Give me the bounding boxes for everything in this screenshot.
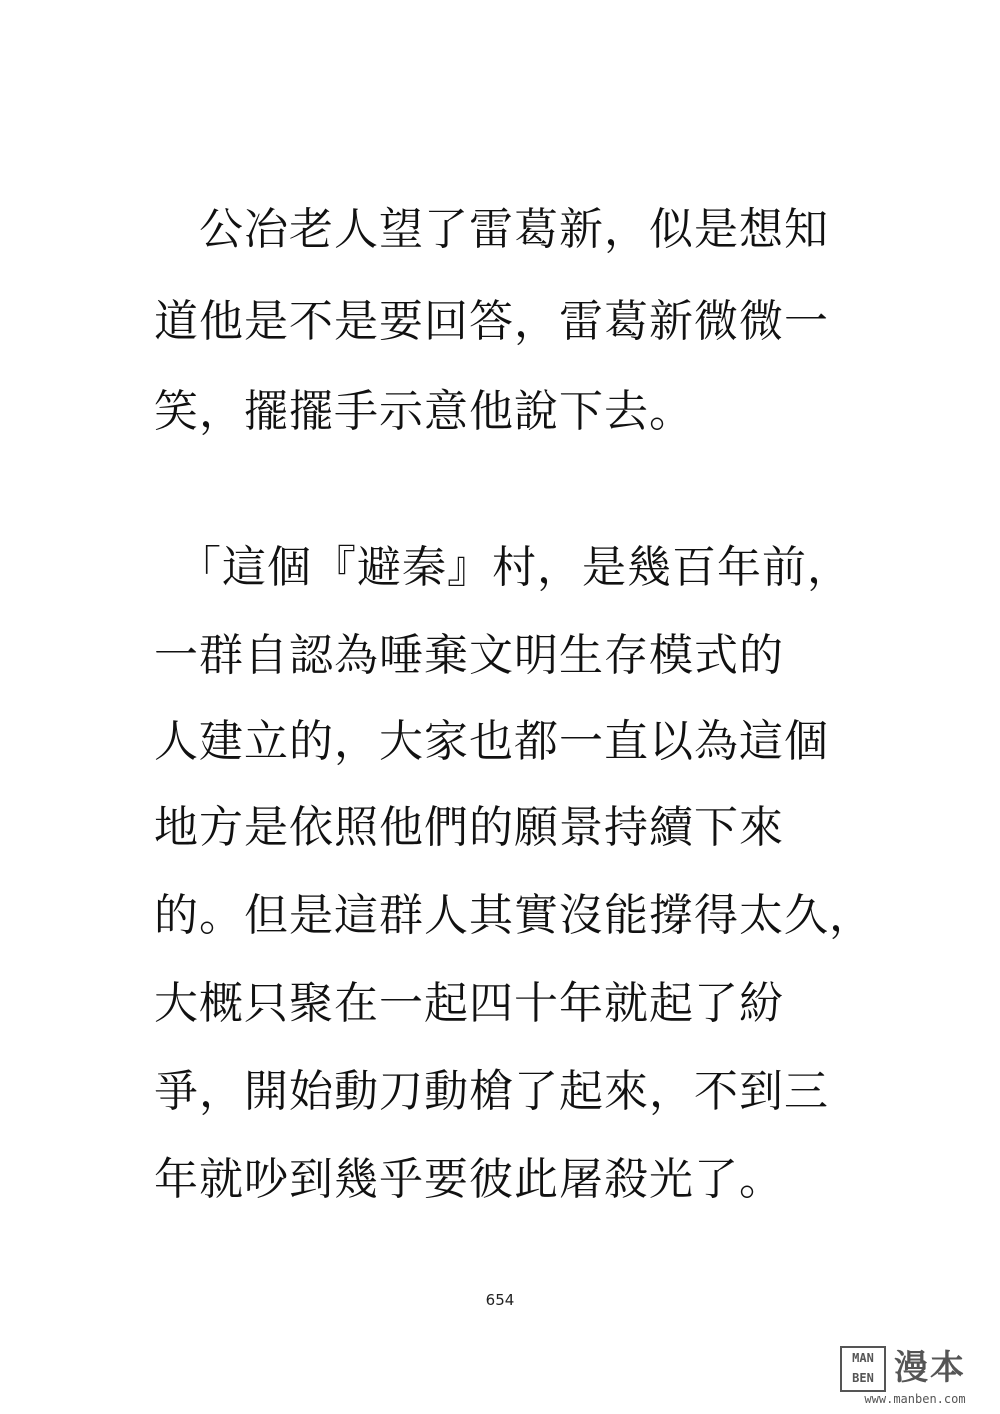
page-number: 654 xyxy=(485,1291,515,1309)
text-line: 「這個『避秦』村，是幾百年前， xyxy=(154,542,852,593)
text-line: 的。但是這群人其實沒能撐得太久， xyxy=(154,890,874,941)
text-line: 笑，擺擺手示意他說下去。 xyxy=(154,386,694,437)
text-line: 大概只聚在一起四十年就起了紛 xyxy=(154,978,784,1029)
watermark-url: www.manben.com xyxy=(864,1392,966,1406)
text-line: 爭，開始動刀動槍了起來，不到三 xyxy=(154,1066,829,1117)
watermark-logo-icon xyxy=(840,1346,886,1392)
text-line: 一群自認為唾棄文明生存模式的 xyxy=(154,630,784,681)
text-line: 公冶老人望了雷葛新，似是想知 xyxy=(154,204,829,255)
watermark-brand: 漫本 xyxy=(894,1348,966,1388)
watermark-logo-top: MAN xyxy=(852,1351,874,1365)
text-line: 地方是依照他們的願景持續下來 xyxy=(154,802,784,853)
watermark xyxy=(840,1346,990,1406)
text-line: 道他是不是要回答，雷葛新微微一 xyxy=(154,296,829,347)
text-line: 人建立的，大家也都一直以為這個 xyxy=(154,716,829,767)
text-line: 年就吵到幾乎要彼此屠殺光了。 xyxy=(154,1154,784,1205)
watermark-logo-bottom: BEN xyxy=(852,1371,874,1385)
